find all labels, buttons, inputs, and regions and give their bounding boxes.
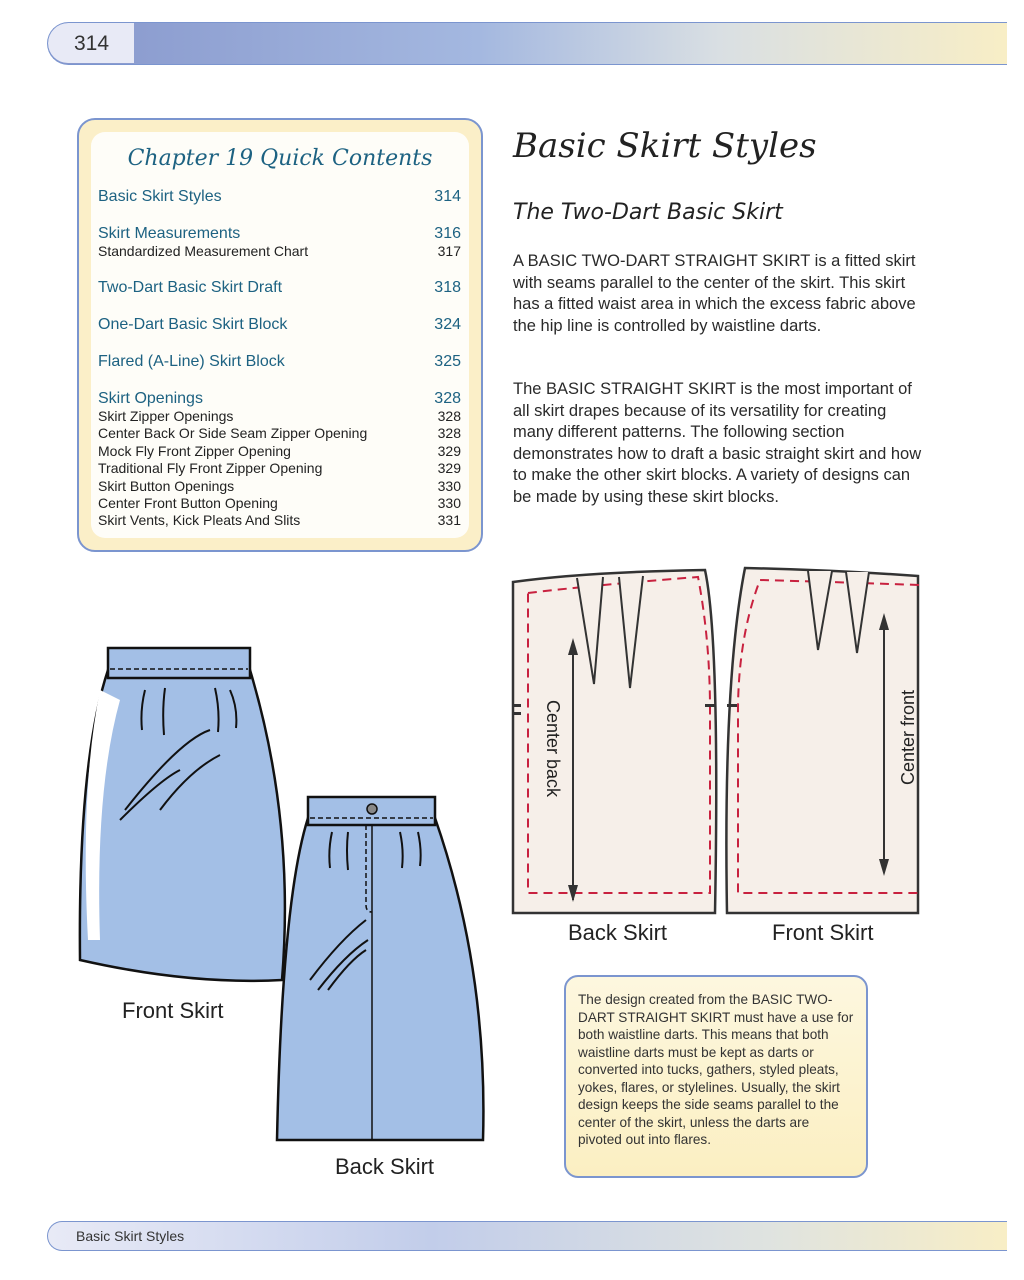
toc-entry-page: 316 bbox=[434, 225, 461, 242]
toc-entry[interactable] bbox=[98, 408, 461, 424]
body-paragraph: The BASIC STRAIGHT SKIRT is the most important of all skirt drapes because of its versatility for creating many different patterns. The following section demonstrates how to draft a basic straight skirt and how to make the other skirt blocks. A variety of designs can be made by using these skirt blocks. bbox=[513, 380, 922, 506]
toc-entry-label: Traditional Fly Front Zipper Opening bbox=[98, 460, 323, 476]
toc-entry-label: Flared (A-Line) Skirt Block bbox=[98, 353, 285, 370]
toc-entry-page: 330 bbox=[437, 478, 461, 494]
page-header bbox=[47, 22, 1007, 65]
page-footer: Basic Skirt Styles bbox=[47, 1221, 1007, 1251]
toc-entry-label: Basic Skirt Styles bbox=[98, 188, 222, 205]
toc-entry-page: 329 bbox=[437, 460, 461, 476]
back-skirt-illustration-label: Back Skirt bbox=[335, 1154, 435, 1179]
toc-entry[interactable] bbox=[98, 225, 461, 243]
center-back-label: Center back bbox=[543, 700, 563, 798]
quick-contents-title: Chapter 19 Quick Contents bbox=[127, 146, 433, 171]
toc-entry-label: Mock Fly Front Zipper Opening bbox=[98, 443, 291, 459]
skirt-illustrations bbox=[70, 640, 495, 1150]
toc-entry-label: Skirt Measurements bbox=[98, 225, 241, 242]
section-subtitle: The Two-Dart Basic Skirt bbox=[513, 200, 783, 225]
toc-entry-page: 330 bbox=[437, 495, 461, 511]
back-skirt-illustration bbox=[277, 797, 483, 1140]
front-skirt-illustration bbox=[80, 648, 285, 981]
toc-entry-label: Center Front Button Opening bbox=[98, 495, 278, 511]
toc-entry-page: 325 bbox=[434, 353, 461, 370]
toc-entry-label: Skirt Button Openings bbox=[98, 478, 235, 494]
toc-entry[interactable] bbox=[98, 478, 461, 494]
toc-entry[interactable] bbox=[98, 443, 461, 459]
note-box: The design created from the BASIC TWO-DART STRAIGHT SKIRT must have a use for both waistline darts. This means that both waistline darts must be kept as darts or converted into tucks, gathers, styled pleats, yokes, flares, or stylelines. Usually, the skirt design keeps the side seams parallel to the center of the skirt, unless the darts are pivoted out into flares. bbox=[564, 975, 868, 1178]
front-skirt-illustration-label: Front Skirt bbox=[122, 998, 224, 1023]
toc-entry-label: Skirt Zipper Openings bbox=[98, 408, 234, 424]
toc-entry[interactable] bbox=[98, 390, 461, 408]
toc-entry[interactable] bbox=[98, 353, 461, 371]
toc-entry-page: 329 bbox=[437, 443, 461, 459]
front-skirt-pattern-label: Front Skirt bbox=[772, 920, 874, 945]
toc-entry-page: 324 bbox=[434, 316, 461, 333]
toc-entry[interactable] bbox=[98, 512, 461, 528]
toc-entry-label: Standardized Measurement Chart bbox=[98, 243, 309, 259]
page-title: Basic Skirt Styles bbox=[513, 126, 817, 166]
toc-entry-label: Two-Dart Basic Skirt Draft bbox=[98, 279, 283, 296]
toc-entry-label: One-Dart Basic Skirt Block bbox=[98, 316, 288, 333]
toc-entry-label: Center Back Or Side Seam Zipper Opening bbox=[98, 425, 368, 441]
page-number: 314 bbox=[48, 23, 134, 63]
toc-entry-page: 318 bbox=[434, 279, 461, 296]
toc-entry[interactable] bbox=[98, 495, 461, 511]
quick-contents-box bbox=[77, 118, 483, 552]
skirt-pattern-diagram bbox=[505, 560, 930, 920]
toc-entry-page: 317 bbox=[437, 243, 461, 259]
toc-entry[interactable] bbox=[98, 460, 461, 476]
toc-entry[interactable] bbox=[98, 279, 461, 297]
toc-entry[interactable] bbox=[98, 188, 461, 206]
back-skirt-pattern-label: Back Skirt bbox=[568, 920, 668, 945]
toc-entry[interactable] bbox=[98, 316, 461, 334]
quick-contents-inner bbox=[91, 132, 469, 538]
front-skirt-pattern bbox=[726, 568, 919, 913]
toc-entry-page: 328 bbox=[437, 408, 461, 424]
toc-entry[interactable] bbox=[98, 425, 461, 441]
toc-entry-label: Skirt Openings bbox=[98, 390, 203, 407]
center-front-label: Center front bbox=[898, 689, 918, 785]
toc-entry-page: 328 bbox=[434, 390, 461, 407]
toc-entry-label: Skirt Vents, Kick Pleats And Slits bbox=[98, 512, 301, 528]
toc-entry[interactable] bbox=[98, 243, 461, 259]
intro-paragraph: A BASIC TWO-DART STRAIGHT SKIRT is a fitted skirt with seams parallel to the center of the skirt. This skirt has a fitted waist area in which the excess fabric above the hip line is controlled by waistline darts. bbox=[513, 252, 916, 335]
toc-entry-page: 331 bbox=[437, 512, 461, 528]
toc-entry-page: 314 bbox=[434, 188, 461, 205]
toc-entry-page: 328 bbox=[437, 425, 461, 441]
